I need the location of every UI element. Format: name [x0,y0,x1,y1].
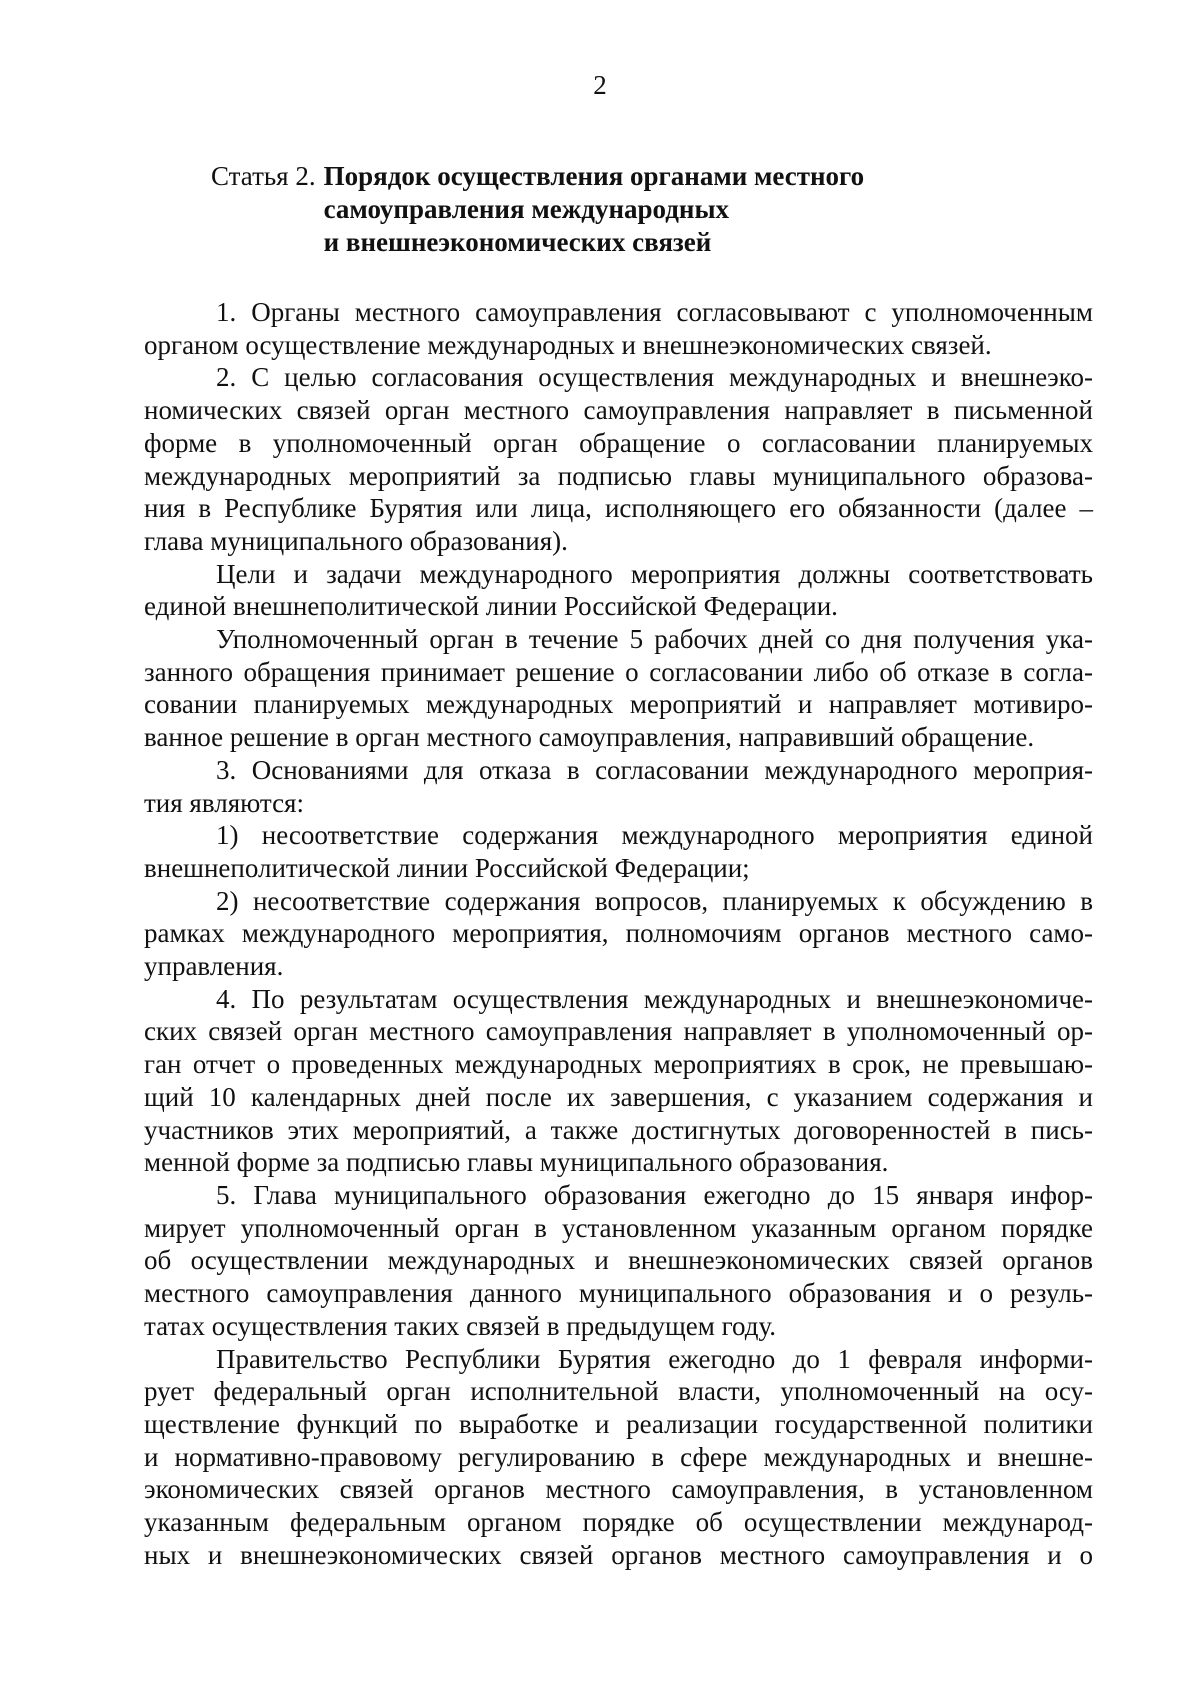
paragraph-line: занного обращения принимает решение о согласовании либо об отказе в согла- [144,656,1093,687]
paragraph-line: ган отчет о проведенных международных мероприятиях в срок, не превышаю- [144,1049,1093,1080]
paragraph [144,296,1093,361]
article-heading [211,160,864,259]
paragraph-line: глава муниципального образования). [144,525,568,556]
paragraph-line: рамках международного мероприятия, полномочиям органов местного само- [144,918,1093,949]
paragraph-line: рует федеральный орган исполнительной власти, уполномоченный на осу- [144,1376,1093,1407]
paragraph-line: и нормативно-правовому регулированию в сфере международных и внешне- [144,1441,1093,1472]
paragraph [144,1179,1093,1343]
paragraph-line: об осуществлении международных и внешнеэкономических связей органов [144,1245,1093,1276]
paragraph-line: Цели и задачи международного мероприятия должны соответствовать [216,558,1093,589]
paragraph-line: ванное решение в орган местного самоуправления, направивший обращение. [144,722,1035,753]
paragraph-line: международных мероприятий за подписью главы муниципального образова- [144,460,1093,491]
paragraph [144,361,1093,557]
paragraph-line: ных и внешнеэкономических связей органов местного самоуправления и о [144,1539,1093,1570]
paragraph-line: единой внешнеполитической линии Российской Федерации. [144,591,838,622]
paragraph [144,1343,1093,1572]
paragraph-line: 5. Глава муниципального образования ежегодно до 15 января инфор- [216,1179,1093,1210]
paragraph-line: 2. С целью согласования осуществления международных и внешнеэко- [216,362,1093,393]
paragraph [144,558,1093,623]
paragraph-line: тия являются: [144,787,304,818]
paragraph-line: ских связей орган местного самоуправления направляет в уполномоченный ор- [144,1016,1093,1047]
paragraph-line: татах осуществления таких связей в предыдущем году. [144,1310,777,1341]
paragraph-line: указанным федеральным органом порядке об осуществлении международ- [144,1507,1093,1538]
paragraph-line: 1) несоответствие содержания международного мероприятия единой [216,820,1093,851]
paragraph-line: мирует уполномоченный орган в установленном указанным органом порядке [144,1212,1093,1243]
article-title-line: самоуправления международных [323,194,730,224]
paragraph-line: участников этих мероприятий, а также достигнутых договоренностей в пись- [144,1114,1093,1145]
paragraph [144,983,1093,1179]
paragraph-line: 1. Органы местного самоуправления согласовывают с уполномоченным [216,297,1093,327]
article-label: Статья 2. [211,161,316,191]
paragraph-line: Правительство Республики Бурятия ежегодно до 1 февраля информи- [216,1343,1093,1374]
paragraph-line: Уполномоченный орган в течение 5 рабочих дней со дня получения ука- [216,624,1093,655]
article-title-line: Порядок осуществления органами местного [323,161,865,191]
paragraph-line: щий 10 календарных дней после их завершения, с указанием содержания и [144,1081,1093,1112]
paragraph-line: форме в уполномоченный орган обращение о согласовании планируемых [144,427,1093,458]
article-title-line: и внешнеэкономических связей [323,227,712,257]
article-title [324,160,865,259]
paragraph-line: экономических связей органов местного самоуправления, в установленном [144,1474,1093,1505]
paragraph-line: ния в Республике Бурятия или лица, исполняющего его обязанности (далее – [144,493,1093,524]
paragraph-line: менной форме за подписью главы муниципального образования. [144,1147,889,1178]
paragraph-line: номических связей орган местного самоуправления направляет в письменной [144,395,1093,426]
page-number: 2 [593,70,607,100]
paragraph-line: ществление функций по выработке и реализации государственной политики [144,1408,1093,1439]
paragraph [144,885,1093,983]
paragraph-line: управления. [144,951,284,982]
paragraph-line: внешнеполитической линии Российской Федерации; [144,852,750,883]
paragraph [144,623,1093,754]
paragraph-line: совании планируемых международных мероприятий и направляет мотивиро- [144,689,1093,720]
paragraph-line: 2) несоответствие содержания вопросов, планируемых к обсуждению в [216,885,1093,916]
document-body [144,296,1093,1571]
paragraph [144,754,1093,819]
paragraph-line: 3. Основаниями для отказа в согласовании международного мероприя- [216,754,1093,785]
paragraph-line: 4. По результатам осуществления международных и внешнеэкономиче- [216,983,1093,1014]
paragraph-line: местного самоуправления данного муниципального образования и о резуль- [144,1278,1093,1309]
paragraph-line: органом осуществление международных и внешнеэкономических связей. [144,329,992,360]
paragraph [144,819,1093,884]
